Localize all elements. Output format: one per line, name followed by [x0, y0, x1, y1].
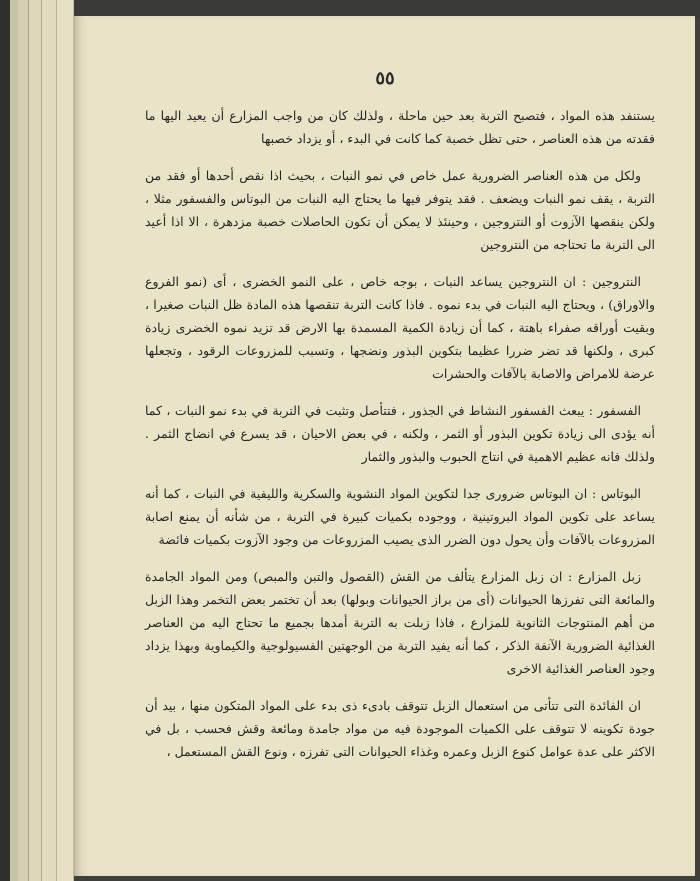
paragraph: [145, 104, 655, 150]
section-term-phosphorus: الفسفور :: [588, 403, 641, 418]
page-number: ٥٥: [375, 68, 395, 89]
paragraph-phosphorus: [145, 399, 655, 468]
book-page: [74, 16, 695, 876]
paragraph-text: ان النتروجين يساعد النبات ، بوجه خاص ، على النمو الخضرى ، أى (نمو الفروع والاوراق) ، ويحتاج اليه النبات في بدء نموه . فاذا كانت التربة تنقصها هذه المادة ظل النبات صغيرا ، وبقيت أوراقه صفراء باهتة ، كما أن زيادة الكمية المسمدة بها الارض قد تزيد نموه الخضرى زيادة كبرى ، ولكنها قد تضر ضررا عظيما بتكوين البذور ونضجها ، وتسبب للمزروعات الرقود ، وتجعلها عرضة للامراض والاصابة بالآفات والحشرات: [145, 274, 655, 381]
paragraph-text: يستنفد هذه المواد ، فتصبح التربة بعد حين ماحلة ، ولذلك كان من واجب المزارع أن يعيد اليها ما فقدته من هذه العناصر ، حتى تظل خصبة كما كانت في البدء ، أو يزداد خصبها: [145, 108, 655, 146]
paragraph-text: ان البوتاس ضرورى جدا لتكوين المواد النشوية والسكرية والليفية في النبات ، كما أنه يساعد على تكوين المواد البروتينية ، ووجوده بكميات كبيرة في التربة ، من شأنه أن يمنع اصابة المزروعات بالآفات وأن يحول دون الضرر الذى يصيب المزروعات من وجود الآزوت بكميات فائضة: [145, 486, 655, 547]
page-body-text: [145, 104, 655, 777]
page-edge-stack: [10, 0, 18, 881]
paragraph-text: ان الفائدة التى تتأتى من استعمال الزبل تتوقف بادىء ذى بدء على المواد المتكون منها ، بيد أن جودة تكوينه لا تتوقف على الكميات الموجودة فيه من مواد جامدة ومائعة وقش فحسب ، بل في الاكثر على عدة عوامل كنوع الزبل وعمره وغذاء الحيوانات التى تفرزه ، ونوع القش المستعمل ،: [145, 698, 655, 759]
paragraph-text: يبعث الفسفور النشاط في الجذور ، فتتأصل وتثبت في التربة في بدء نمو النبات ، كما أنه يؤدى الى زيادة تكوين البذور أو الثمر ، ولكنه ، في بعض الاحيان ، قد يسرع في انضاج الثمر . ولذلك فانه عظيم الاهمية في انتاج الحبوب والبذور والثمار: [145, 403, 655, 464]
book-spine-shadow: [0, 0, 10, 881]
section-term-potash: البوتاس :: [591, 486, 641, 501]
section-term-farm-manure: زبل المزارع :: [568, 569, 641, 584]
page-edge-stack: [18, 0, 29, 881]
page-edge-stack: [29, 0, 42, 881]
section-term-nitrogen: النتروجين :: [581, 274, 641, 289]
paragraph-farm-manure: [145, 565, 655, 680]
paragraph-nitrogen: [145, 270, 655, 385]
paragraph-text: ان زبل المزارع يتألف من القش (القصول والتبن والمبص) ومن المواد الجامدة والمائعة التى تفرزها الحيوانات (أى من براز الحيوانات وبولها) بعد أن تختمر بعض التخمر وهذا الزبل من أهم المنتوجات الثانوية للمزارع ، فاذا زبلت به التربة أمدها بجميع ما تحتاج اليه من العناصر الغذائية الضرورية الآنفة الذكر ، كما أنه يفيد التربة من الوجهتين الفسيولوجية والكيماوية وبهذا يزداد وجود العناصر الغذائية الاخرى: [145, 569, 655, 676]
page-edge-stack: [42, 0, 57, 881]
paragraph: [145, 164, 655, 256]
paragraph-text: ولكل من هذه العناصر الضرورية عمل خاص في نمو النبات ، بحيث اذا نقص أحدها أو فقد من التربة ، يقف نمو النبات ويضعف . فقد يتوفر فيها ما يحتاج اليه النبات من البوتاس والفسفور مثلا ، ولكن ينقصها الآزوت أو النتروجين ، وحينئذ لا يمكن أن تكون الحاصلات خصبة مزدهرة ، الا اذا أعيد الى التربة ما تحتاجه من النتروجين: [145, 168, 655, 252]
paragraph-potash: [145, 482, 655, 551]
page-edge-stack: [57, 0, 74, 881]
paragraph: [145, 694, 655, 763]
